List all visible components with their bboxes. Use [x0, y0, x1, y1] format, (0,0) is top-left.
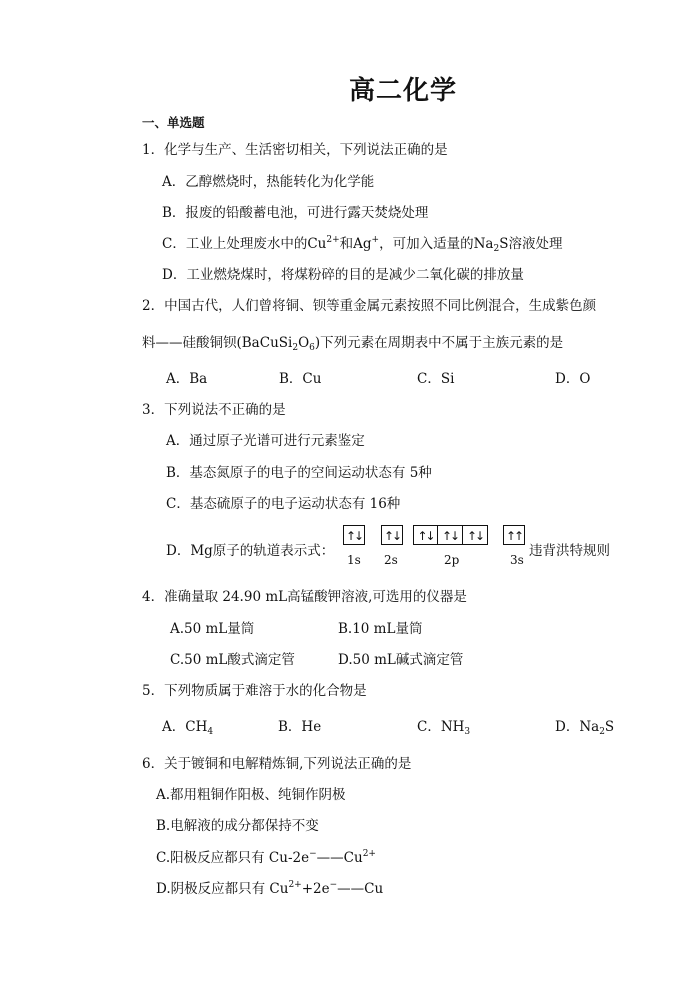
q2-line2-sub2: 6: [309, 343, 315, 353]
q2-option-c: C．Si: [417, 371, 455, 387]
orbital-box-3s: ↑↑: [503, 525, 525, 545]
q6-c-sup1: −: [309, 849, 317, 859]
q2-line2-mid: O: [298, 335, 310, 351]
q4-option-c: C.50 mL酸式滴定管: [170, 652, 295, 668]
q6-c-mid: ——Cu: [316, 850, 363, 866]
orbital-1s: [343, 525, 365, 545]
orbital-label-2p: 2p: [444, 553, 460, 567]
q3-option-d-conclusion: 违背洪特规则: [529, 543, 610, 559]
q6-d-sup2: −: [329, 880, 338, 890]
q5-stem: 5．下列物质属于难溶于水的化合物是: [142, 683, 367, 699]
q2-stem-line2: [142, 331, 563, 353]
q4-option-a: A.50 mL量筒: [170, 621, 255, 637]
q5-option-b: B．He: [278, 719, 322, 735]
page-title: 高二化学: [349, 76, 458, 106]
q5-c-text: C．NH: [417, 719, 465, 735]
q6-d-text: D.阴极反应都只有 Cu: [156, 881, 289, 897]
q5-d-text: D．Na: [555, 719, 600, 735]
q1-c-sup2: +: [371, 235, 380, 245]
q1-c-text: C．工业上处理废水中的Cu: [162, 236, 327, 252]
q4-option-b: B.10 mL量筒: [338, 621, 423, 637]
q2-option-d: D．O: [555, 371, 591, 387]
q1-c-sub: 2: [493, 244, 500, 254]
q6-d-sup1: 2+: [288, 880, 302, 890]
orbital-box-2p-1: ↑↓: [413, 525, 438, 545]
orbital-2s: [381, 525, 403, 545]
q6-c-sup2: 2+: [362, 849, 376, 859]
q1-c-post: S溶液处理: [499, 236, 563, 252]
q2-line2-post: )下列元素在周期表中不属于主族元素的是: [314, 335, 564, 351]
q5-option-c: [417, 715, 470, 737]
q2-line2-sub1: 2: [292, 343, 299, 353]
q5-a-sub: 4: [207, 727, 214, 737]
q3-option-c: C．基态硫原子的电子运动状态有 16种: [166, 496, 401, 512]
q1-option-b: B．报废的铅酸蓄电池，可进行露天焚烧处理: [162, 205, 429, 221]
q6-option-a: A.都用粗铜作阳极、纯铜作阴极: [156, 787, 346, 803]
q1-option-a: A．乙醇燃烧时，热能转化为化学能: [162, 174, 375, 190]
q1-c-mid: 和Ag: [339, 236, 372, 252]
q2-stem-line1: 2．中国古代，人们曾将铜、钡等重金属元素按照不同比例混合，生成紫色颜: [142, 298, 597, 314]
q3-stem: 3．下列说法不正确的是: [142, 402, 286, 418]
q6-d-mid: +2e: [301, 881, 330, 897]
q1-c-mid2: ，可加入适量的Na: [379, 236, 494, 252]
q3-option-b: B．基态氮原子的电子的空间运动状态有 5种: [166, 465, 432, 481]
q2-option-a: A．Ba: [166, 371, 208, 387]
q1-stem: 1．化学与生产、生活密切相关，下列说法正确的是: [142, 142, 448, 158]
orbital-3s: [503, 525, 525, 545]
q4-option-d: D.50 mL碱式滴定管: [338, 652, 464, 668]
q6-option-b: B.电解液的成分都保持不变: [156, 818, 319, 834]
orbital-box-1s: ↑↓: [343, 525, 365, 545]
q1-option-c: [162, 232, 562, 254]
q1-option-d: D．工业燃烧煤时，将煤粉碎的目的是减少二氧化碳的排放量: [162, 267, 524, 283]
q6-option-c: [156, 846, 376, 866]
q1-c-sup1: 2+: [326, 235, 340, 245]
q6-stem: 6．关于镀铜和电解精炼铜,下列说法正确的是: [142, 756, 412, 772]
orbital-box-2p-2: ↑↓: [438, 525, 463, 545]
q3-option-a: A．通过原子光谱可进行元素鉴定: [166, 433, 365, 449]
q2-option-b: B．Cu: [279, 371, 322, 387]
orbital-box-2s: ↑↓: [381, 525, 403, 545]
q5-d-sub: 2: [599, 727, 605, 737]
orbital-label-3s: 3s: [510, 553, 524, 567]
orbital-label-1s: 1s: [347, 553, 361, 567]
orbital-2p: [413, 525, 488, 545]
q5-c-sub: 3: [464, 727, 471, 737]
orbital-box-2p-3: ↑↓: [463, 525, 488, 545]
q6-c-text: C.阳极反应都只有 Cu-2e: [156, 850, 310, 866]
q6-d-post: ——Cu: [337, 881, 384, 897]
orbital-label-2s: 2s: [384, 553, 398, 567]
q6-option-d: [156, 877, 383, 897]
q2-line2-pre: 料——硅酸铜钡(BaCuSi: [142, 335, 293, 351]
q4-stem: 4．准确量取 24.90 mL高锰酸钾溶液,可选用的仪器是: [142, 589, 467, 605]
q5-d-post: S: [604, 719, 615, 735]
section-heading: 一、单选题: [142, 115, 205, 130]
q5-a-text: A．CH: [162, 719, 208, 735]
q3-option-d-label: D．Mg原子的轨道表示式：: [166, 543, 335, 559]
q5-option-a: [162, 715, 213, 737]
q5-option-d: [555, 715, 614, 737]
